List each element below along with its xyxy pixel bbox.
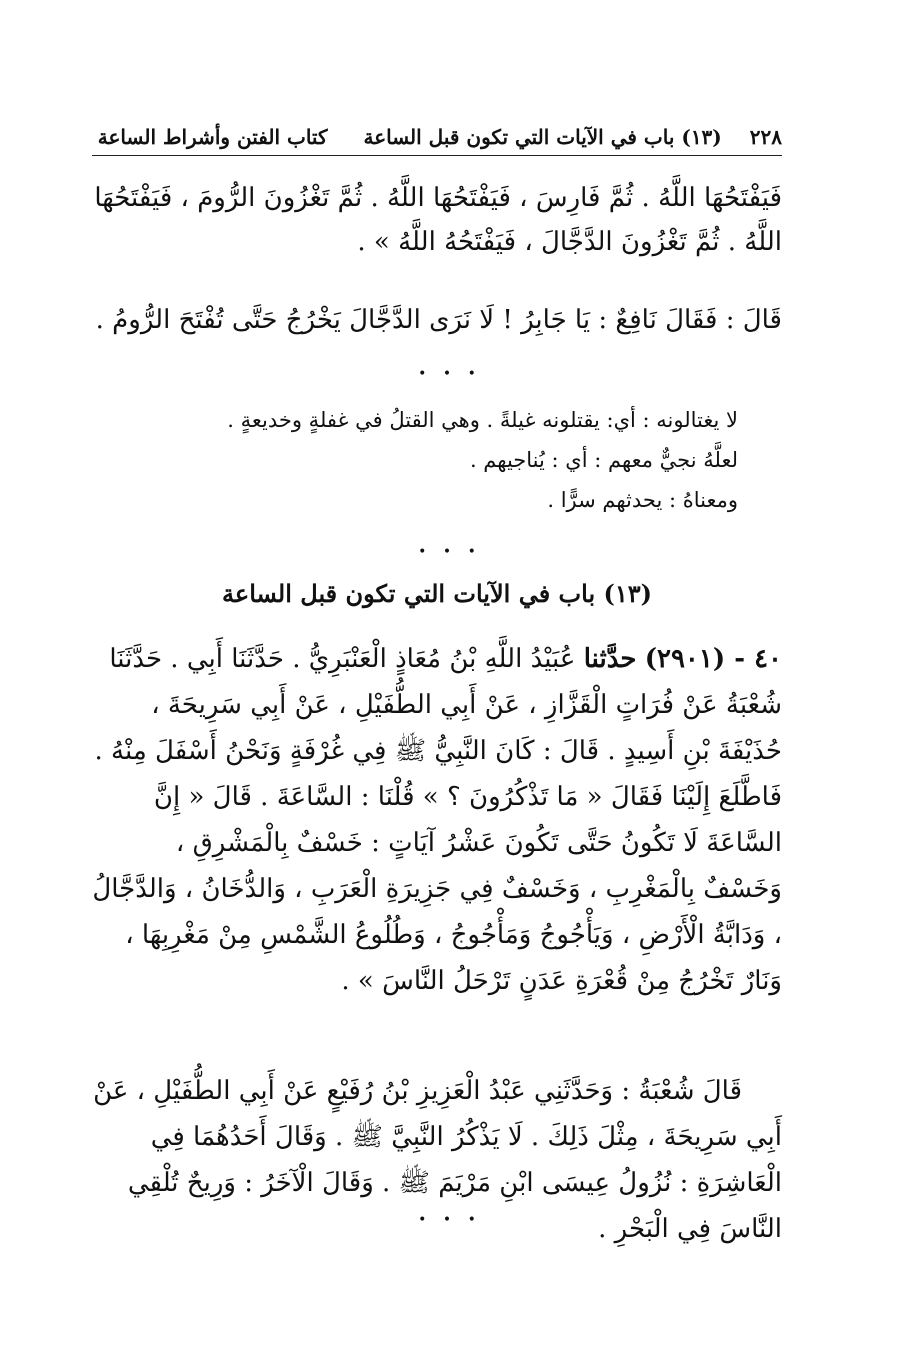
header-book-title: كتاب الفتن وأشراط الساعة <box>97 125 328 149</box>
hadith-number: ٤٠ - (٢٩٠١) <box>644 644 782 674</box>
chapter-heading: (١٣) باب في الآيات التي تكون قبل الساعة <box>222 579 652 608</box>
section-separator: • • • <box>418 366 482 382</box>
nafi-paragraph: قَالَ : فَقَالَ نَافِعٌ : يَا جَابِرُ ! لَا نَرَى الدَّجَّالَ يَخْرُجُ حَتَّى تُفْتَحَ الرُّومُ . <box>95 305 782 335</box>
section-separator: • • • <box>418 1212 482 1228</box>
gloss-note-3: ومعناهُ : يحدثهم سرًّا . <box>547 488 738 512</box>
gloss-note-1: لا يغتالونه : أي: يقتلونه غيلةً . وهي القتلُ في غفلةٍ وخديعةٍ . <box>227 408 738 432</box>
gloss-note-2: لعلَّهُ نجيٌّ معهم : أي : يُناجيهم . <box>469 448 738 472</box>
header-chapter-title: (١٣) باب في الآيات التي تكون قبل الساعة <box>363 125 722 149</box>
running-header <box>92 114 782 152</box>
page-number: ٢٢٨ <box>749 125 782 149</box>
section-separator: • • • <box>418 544 482 560</box>
hadith-paragraph <box>92 636 782 1004</box>
hadith-lead: حدَّثنا <box>583 644 637 674</box>
hadith-text: عُبَيْدُ اللَّهِ بْنُ مُعَاذٍ الْعَنْبَرِيُّ . حَدَّثَنَا أَبِي . حَدَّثَنَا شُعْبَةُ عَنْ فُرَاتٍ الْقَزَّازِ ، عَنْ أَبِي الطُّفَيْلِ ، عَنْ أَبِي سَرِيحَةَ ، حُذَيْفَةَ بْنِ أَسِيدٍ . قَالَ : كَانَ النَّبِيُّ ﷺ فِي غُرْفَةٍ وَنَحْنُ أَسْفَلَ مِنْهُ . فَاطَّلَعَ إِلَيْنَا فَقَالَ « مَا تَذْكُرُونَ ؟ » قُلْنَا : السَّاعَةَ . قَالَ « إِنَّ السَّاعَةَ لَا تَكُونُ حَتَّى تَكُونَ عَشْرُ آيَاتٍ : خَسْفٌ بِالْمَشْرِقِ ، وَخَسْفٌ بِالْمَغْرِبِ ، وَخَسْفٌ فِي جَزِيرَةِ الْعَرَبِ ، وَالدُّخَانُ ، وَالدَّجَّالُ ، وَدَابَّةُ الْأَرْضِ ، وَيَأْجُوجُ وَمَأْجُوجُ ، وَطُلُوعُ الشَّمْسِ مِنْ مَغْرِبِهَا ، وَنَارٌ تَخْرُجُ مِنْ قُعْرَةِ عَدَنٍ تَرْحَلُ النَّاسَ » . <box>92 644 782 996</box>
shuba-paragraph: قَالَ شُعْبَةُ : وَحَدَّثَنِي عَبْدُ الْعَزِيزِ بْنُ رُفَيْعٍ عَنْ أَبِي الطُّفَيْلِ ، عَنْ أَبِي سَرِيحَةَ ، مِثْلَ ذَلِكَ . لَا يَذْكُرُ النَّبِيَّ ﷺ . وَقَالَ أَحَدُهُمَا فِي الْعَاشِرَةِ : نُزُولُ عِيسَى ابْنِ مَرْيَمَ ﷺ . وَقَالَ الْآخَرُ : وَرِيحٌ تُلْقِي النَّاسَ فِي الْبَحْرِ . <box>93 1076 782 1244</box>
continued-paragraph: فَيَفْتَحُهَا اللَّهُ . ثُمَّ فَارِسَ ، فَيَفْتَحُهَا اللَّهُ . ثُمَّ تَغْزُونَ الرُّومَ ، فَيَفْتَحُهَا اللَّهُ . ثُمَّ تَغْزُونَ الدَّجَّالَ ، فَيَفْتَحُهُ اللَّهُ » . <box>94 183 782 257</box>
header-divider <box>92 155 782 156</box>
